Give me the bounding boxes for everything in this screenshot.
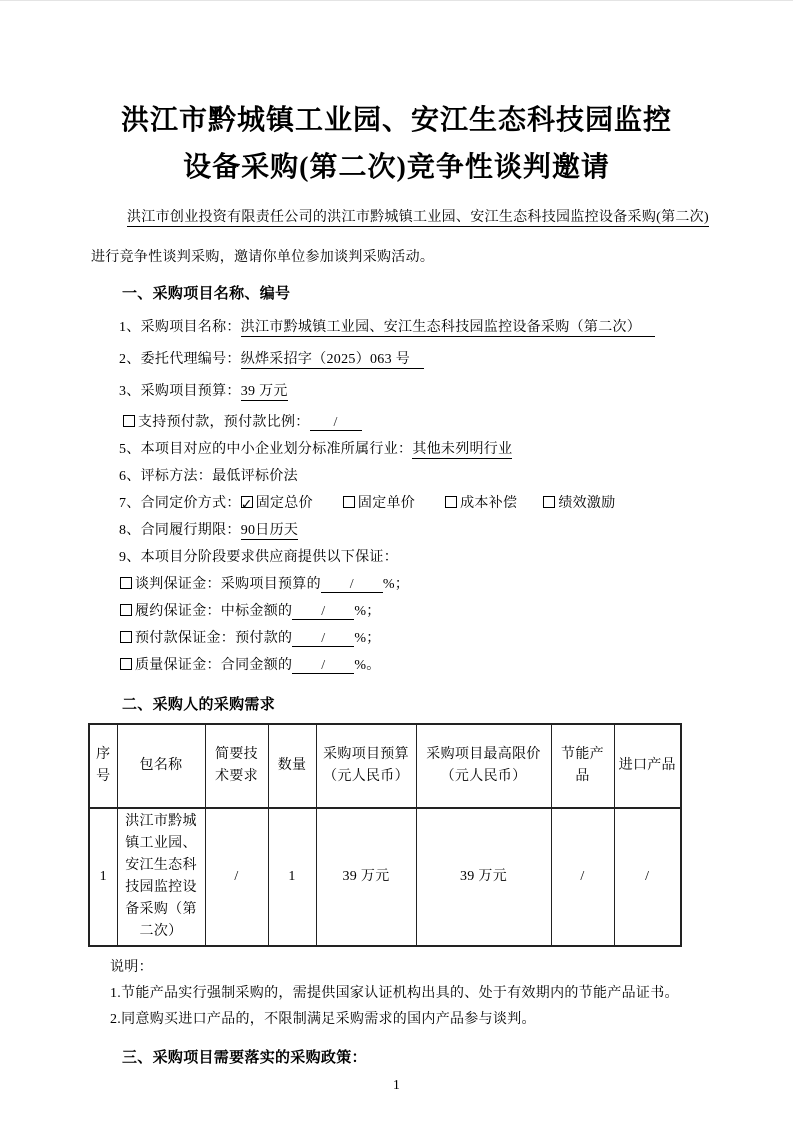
item-1-value: 洪江市黔城镇工业园、安江生态科技园监控设备采购（第二次） <box>241 320 655 337</box>
title-line-2: 设备采购(第二次)竞争性谈判邀请 <box>183 152 610 183</box>
performance-guarantee-checkbox-icon <box>120 604 132 616</box>
section-3-heading: 三、采购项目需要落实的采购政策： <box>122 1050 367 1066</box>
header-imported: 进口产品 <box>614 724 681 808</box>
section-2-heading: 二、采购人的采购需求 <box>122 697 276 713</box>
item-2-value: 纵烨采招字（2025）063 号 <box>241 352 424 369</box>
cell-quantity: 1 <box>268 808 316 946</box>
project-name-inline: 洪江市黔城镇工业园、安江生态科技园监控设备采购(第二次) <box>327 210 709 225</box>
cell-package-name: 洪江市黔城镇工业园、安江生态科技园监控设备采购（第二次） <box>117 808 205 946</box>
title-line-1: 洪江市黔城镇工业园、安江生态科技园监控 <box>120 105 672 136</box>
cell-budget: 39 万元 <box>316 808 416 946</box>
item-agency-number <box>119 346 793 373</box>
advance-guarantee-label: 预付款保证金：预付款的 <box>135 631 293 646</box>
advance-guarantee-suffix: %； <box>354 631 381 646</box>
fixed-unit-label: 固定单价 <box>357 496 416 511</box>
quality-guarantee-label: 质量保证金：合同金额的 <box>135 658 293 673</box>
performance-incentive-label: 绩效激励 <box>558 496 616 511</box>
item-8-value: 90日历天 <box>240 523 299 538</box>
fixed-unit-checkbox-icon <box>343 496 355 508</box>
quality-guarantee-checkbox-icon <box>120 658 132 670</box>
advance-payment-label: 支持预付款，预付款比例： <box>138 415 310 430</box>
cost-compensation-checkbox-icon <box>445 496 457 508</box>
quality-guarantee-blank: / <box>292 659 354 674</box>
item-3-label: 3、采购项目预算： <box>119 384 241 399</box>
intro-line-1 <box>127 204 793 231</box>
negotiation-guarantee-checkbox-icon <box>120 577 132 589</box>
fixed-total-checkbox-icon <box>241 496 253 508</box>
cell-technical-requirements: / <box>205 808 268 946</box>
cell-imported: / <box>614 808 681 946</box>
guarantee-performance <box>120 598 793 625</box>
item-8-label: 8、合同履行期限： <box>119 523 241 538</box>
intro-line-2: 进行竞争性谈判采购，邀请你单位参加谈判采购活动。 <box>91 250 435 265</box>
header-serial-number: 序号 <box>89 724 117 808</box>
page-number: 1 <box>392 1078 401 1093</box>
guarantee-quality <box>120 652 793 679</box>
performance-guarantee-suffix: %； <box>354 604 381 619</box>
item-5-label: 5、本项目对应的中小企业划分标准所属行业： <box>119 442 413 457</box>
item-contract-period <box>119 517 793 544</box>
advance-guarantee-checkbox-icon <box>120 631 132 643</box>
header-energy-saving: 节能产品 <box>551 724 614 808</box>
performance-guarantee-label: 履约保证金：中标金额的 <box>135 604 293 619</box>
guarantee-negotiation <box>120 571 793 598</box>
header-package-name: 包名称 <box>117 724 205 808</box>
header-technical-requirements: 简要技术要求 <box>205 724 268 808</box>
negotiation-guarantee-label: 谈判保证金：采购项目预算的 <box>135 577 321 592</box>
pricing-option-fixed-total <box>241 496 313 511</box>
item-project-name <box>119 314 793 341</box>
advance-payment-blank: / <box>310 416 362 431</box>
item-5-value: 其他未列明行业 <box>412 442 513 457</box>
advance-payment-checkbox-icon <box>123 415 135 427</box>
negotiation-guarantee-blank: / <box>321 578 383 593</box>
notes-title: 说明： <box>110 960 153 975</box>
performance-incentive-checkbox-icon <box>543 496 555 508</box>
guarantee-advance <box>120 625 793 652</box>
note-imported-products: 2.同意购买进口产品的，不限制满足采购需求的国内产品参与谈判。 <box>110 1012 536 1027</box>
item-evaluation-method: 6、评标方法：最低评标价法 <box>119 469 298 484</box>
item-1-label: 1、采购项目名称： <box>119 320 241 335</box>
quality-guarantee-suffix: %。 <box>354 658 381 673</box>
fixed-total-label: 固定总价 <box>255 496 313 511</box>
header-quantity: 数量 <box>268 724 316 808</box>
item-3-value: 39 万元 <box>240 384 288 399</box>
document-title <box>0 97 793 191</box>
table-row <box>89 808 681 946</box>
header-max-price: 采购项目最高限价（元人民币） <box>416 724 551 808</box>
item-guarantees-intro: 9、本项目分阶段要求供应商提供以下保证： <box>119 550 398 565</box>
pricing-option-performance-incentive <box>543 496 615 511</box>
item-advance-payment <box>123 409 793 436</box>
pricing-option-cost-compensation <box>445 496 517 511</box>
cell-max-price: 39 万元 <box>416 808 551 946</box>
item-2-label: 2、委托代理编号： <box>119 352 241 367</box>
item-pricing-method <box>119 490 793 517</box>
pricing-option-fixed-unit <box>343 496 415 511</box>
section-1-heading: 一、采购项目名称、编号 <box>122 286 291 302</box>
item-budget <box>119 378 793 405</box>
header-budget: 采购项目预算（元人民币） <box>316 724 416 808</box>
cell-serial-number: 1 <box>89 808 117 946</box>
cell-energy-saving: / <box>551 808 614 946</box>
procurement-requirements-table <box>88 723 682 947</box>
negotiation-guarantee-suffix: %； <box>382 577 410 592</box>
note-energy-saving: 1.节能产品实行强制采购的，需提供国家认证机构出具的、处于有效期内的节能产品证书。 <box>110 986 679 1001</box>
item-industry <box>119 436 793 463</box>
table-header-row <box>89 724 681 808</box>
performance-guarantee-blank: / <box>292 605 354 620</box>
cost-compensation-label: 成本补偿 <box>460 496 518 511</box>
buyer-name: 洪江市创业投资有限责任公司 <box>127 210 313 225</box>
item-7-label: 7、合同定价方式： <box>119 496 241 511</box>
advance-guarantee-blank: / <box>292 632 354 647</box>
intro-conjunction: 的 <box>312 210 328 225</box>
